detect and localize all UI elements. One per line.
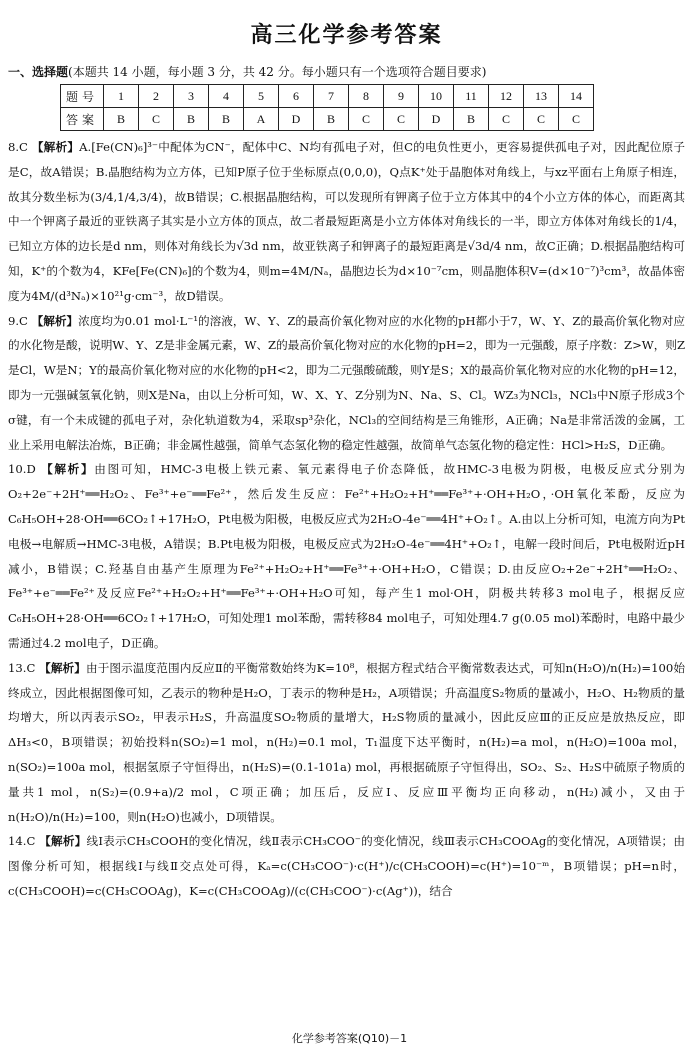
solution-text: 线Ⅰ表示CH₃COOH的变化情况，线Ⅱ表示CH₃COO⁻的变化情况，线Ⅲ表示CH₃COOAg的变化情况，A项错误；由图像分析可知，根据线Ⅰ与线Ⅱ交点处可得，Kₐ=c(CH₃COO⁻)·c(H⁺)/c(CH₃COOH)=c(H⁺)=10⁻ᵐ，B项错误；pH=n时，c(CH₃COOH)=c(CH₃COOAg)，K=c(CH₃COOAg)/(c(CH₃COO⁻)·c(Ag⁺))，结合: [8, 834, 685, 898]
solution-number: 10.D: [8, 462, 36, 477]
row-label-number: 题号: [61, 85, 104, 108]
solution-item: [8, 135, 685, 309]
answer-cell: B: [314, 108, 349, 131]
section-title: 一、选择题: [8, 65, 69, 79]
solution-tag: 【解析】: [39, 660, 86, 675]
solution-text: A.[Fe(CN)₆]³⁻中配体为CN⁻，配体中C、N均有孤电子对，但C的电负性更小，更容易提供孤电子对，因此配位原子是C，故A错误；B.晶胞结构为立方体，已知P原子位于坐标原点(0,0,0)，Q点K⁺处于晶胞体对角线上，与xz平面右上角原子相连，故其分数坐标为(3/4,1/4,3/4)，故B错误；C.根据晶胞结构，可以发现所有钾离子位于立方体其中的4个小立方体的体心，而距离其中一个钾离子最近的亚铁离子其实是小立方体的顶点，故二者最短距离是小立方体体对角线长的一半，即立方体体对角线长的1/4，已知立方体的边长是d nm，则体对角线长为√3d nm，故亚铁离子和钾离子的最短距离是√3d/4 nm，故C正确；D.根据晶胞结构可知，K⁺的个数为4，KFe[Fe(CN)₆]的个数为4，则m=4M/Nₐ，晶胞边长为d×10⁻⁷cm，则晶胞体积V=(d×10⁻⁷)³cm³，故晶体密度为4M/(d³Nₐ)×10²¹g·cm⁻³，故D错误。: [8, 140, 685, 303]
question-number-cell: 2: [139, 85, 174, 108]
answer-cell: C: [559, 108, 594, 131]
answer-cell: C: [524, 108, 559, 131]
solution-number: 14.C: [8, 834, 36, 849]
question-number-cell: 14: [559, 85, 594, 108]
page-title: 高三化学参考答案: [250, 23, 443, 48]
question-number-cell: 3: [174, 85, 209, 108]
solution-item: [8, 309, 685, 458]
answer-cell: C: [489, 108, 524, 131]
answer-cell: D: [419, 108, 454, 131]
solution-item: [8, 829, 685, 903]
solution-number: 9.C: [8, 313, 28, 328]
answer-cell: B: [174, 108, 209, 131]
solution-tag: 【解析】: [31, 313, 79, 328]
answer-cell: D: [279, 108, 314, 131]
solutions-list: [8, 135, 685, 904]
page-footer: 化学参考答案(Q10)－1: [291, 1032, 408, 1045]
question-number-cell: 4: [209, 85, 244, 108]
solution-text: 由图可知，HMC-3电极上铁元素、氧元素得电子价态降低，故HMC-3电极为阴极，电极反应式分别为O₂+2e⁻+2H⁺══H₂O₂、Fe³⁺+e⁻══Fe²⁺，然后发生反应：Fe²⁺+H₂O₂+H⁺══Fe³⁺+·OH+H₂O，·OH氧化苯酚，反应为C₆H₅OH+28·OH══6CO₂↑+17H₂O，Pt电极为阳极，电极反应式为2H₂O-4e⁻══4H⁺+O₂↑。A.由以上分析可知，电流方向为Pt电极→电解质→HMC-3电极，A错误；B.Pt电极为阳极，电极反应式为2H₂O-4e⁻══4H⁺+O₂↑，电解一段时间后，Pt电极附近pH减小，B错误；C.羟基自由基产生原理为Fe²⁺+H₂O₂+H⁺══Fe³⁺+·OH+H₂O，C错误；D.由反应O₂+2e⁻+2H⁺══H₂O₂、Fe³⁺+e⁻══Fe²⁺及反应Fe²⁺+H₂O₂+H⁺══Fe³⁺+·OH+H₂O可知，每产生1 mol·OH，阴极共转移3 mol电子，根据反应C₆H₅OH+28·OH══6CO₂↑+17H₂O，可知处理1 mol苯酚，需转移84 mol电子，可知处理4.7 g(0.05 mol)苯酚时，电路中最少需通过4.2 mol电子，D正确。: [8, 462, 685, 650]
row-label-answer: 答案: [61, 108, 104, 131]
answer-cell: C: [384, 108, 419, 131]
question-number-cell: 1: [104, 85, 139, 108]
question-number-cell: 9: [384, 85, 419, 108]
answer-cell: B: [104, 108, 139, 131]
answer-table: [60, 84, 594, 131]
question-number-cell: 11: [454, 85, 489, 108]
question-number-cell: 8: [349, 85, 384, 108]
question-number-cell: 6: [279, 85, 314, 108]
solution-tag: 【解析】: [31, 140, 80, 154]
answer-cell: C: [349, 108, 384, 131]
solution-text: 浓度均为0.01 mol·L⁻¹的溶液，W、Y、Z的最高价氧化物对应的水化物的pH都小于7，W、Y、Z的最高价氧化物对应的水化物是酸，说明W、Y、Z是非金属元素，W、Z的最高价氧化物对应的水化物的pH=2，即为一元强酸，原子序数：Z>W，则Z是Cl，W是N；Y的最高价氧化物对应的水化物的pH<2，即为二元强酸硫酸，则Y是S；X的最高价氧化物对应的水化物的pH=12，即为一元强碱氢氧化钠，则X是Na，由以上分析可知，W、X、Y、Z分别为N、Na、S、Cl。WZ₃为NCl₃，NCl₃中N原子形成3个σ键，有一个未成键的孤电子对，杂化轨道数为4，采取sp³杂化，NCl₃的空间结构是三角锥形，A正确；Na是非常活泼的金属，工业上采用电解法冶炼，B正确；非金属性越强，简单气态氢化物的稳定性越强，故简单气态氢化物的稳定性：HCl>H₂S，D正确。: [8, 313, 685, 452]
section-note: (本题共 14 小题，每小题 3 分，共 42 分。每小题只有一个选项符合题目要求): [68, 65, 487, 79]
solution-item: [8, 457, 685, 655]
answer-cell: B: [209, 108, 244, 131]
question-number-cell: 5: [244, 85, 279, 108]
solution-number: 13.C: [8, 660, 36, 675]
solution-number: 8.C: [8, 140, 28, 154]
answer-cell: C: [139, 108, 174, 131]
solution-item: [8, 656, 685, 830]
question-number-cell: 12: [489, 85, 524, 108]
answer-cell: A: [244, 108, 279, 131]
answer-row: [61, 108, 594, 131]
question-number-cell: 10: [419, 85, 454, 108]
question-number-cell: 13: [524, 85, 559, 108]
section-heading: [8, 63, 685, 81]
solution-text: 由于图示温度范围内反应Ⅱ的平衡常数始终为K=10⁸，根据方程式结合平衡常数表达式，可知n(H₂O)/n(H₂)=100始终成立，因此根据图像可知，乙表示的物种是H₂O，丁表示的物种是H₂，A项错误；升高温度S₂物质的量减小，H₂O、H₂物质的量均增大，所以丙表示SO₂，甲表示H₂S，升高温度SO₂物质的量增大，H₂S物质的量减小，因此反应Ⅲ的正反应是放热反应，即ΔH₃<0，B项错误；初始投料n(SO₂)=1 mol，n(H₂)=0.1 mol，T₁温度下达平衡时，n(H₂)=a mol，n(H₂O)=100a mol，n(SO₂)=100a mol，根据氢原子守恒得出，n(H₂S)=(0.1-101a) mol，再根据硫原子守恒得出，SO₂、S₂、H₂S中硫原子物质的量共1 mol，n(S₂)=(0.9+a)/2 mol，C项正确；加压后，反应Ⅰ、反应Ⅲ平衡均正向移动，n(H₂)减小，又由于n(H₂O)/n(H₂)=100，则n(H₂O)也减小，D项错误。: [8, 660, 685, 824]
answer-cell: B: [454, 108, 489, 131]
question-number-cell: 7: [314, 85, 349, 108]
question-number-row: [61, 85, 594, 108]
solution-tag: 【解析】: [41, 462, 95, 477]
solution-tag: 【解析】: [39, 834, 87, 849]
